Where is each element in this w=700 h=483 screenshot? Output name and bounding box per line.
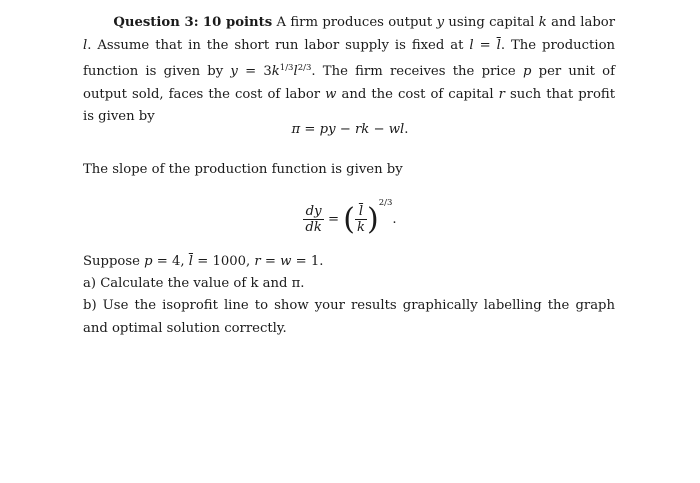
slope-equation: $\frac{dy}{dk}$ = ( $\frac{\overline{l}}{k}$ )$^{2/3}$. — [305, 198, 397, 237]
slope-intro: The slope of the production function is given by — [83, 162, 403, 177]
part-a: a) Calculate the value of k and π. — [83, 276, 305, 291]
suppose-line: Suppose p = 4, $\overline{l} = 1000$, r = w = 1. — [83, 254, 324, 269]
profit-equation: π = py − rk − wl. — [291, 122, 409, 137]
question-heading: Question 3: — [113, 15, 199, 30]
question-intro-paragraph: Question 3: 10 points A firm produces output y using capital k and labor l. Assume that in the short run labor supply is fixed at $l = \overline{l}$. The production function is given by $y = 3k^{1/3}l^{2/3}$. The firm receives the price p per unit of output sold, faces the cost of labor w and the cost of capital r such that profit is given by — [83, 15, 615, 124]
question-points: 10 points — [202, 15, 273, 30]
part-b: b) Use the isoprofit line to show your results graphically labelling the graph and optimal solution correctly. — [83, 298, 615, 336]
